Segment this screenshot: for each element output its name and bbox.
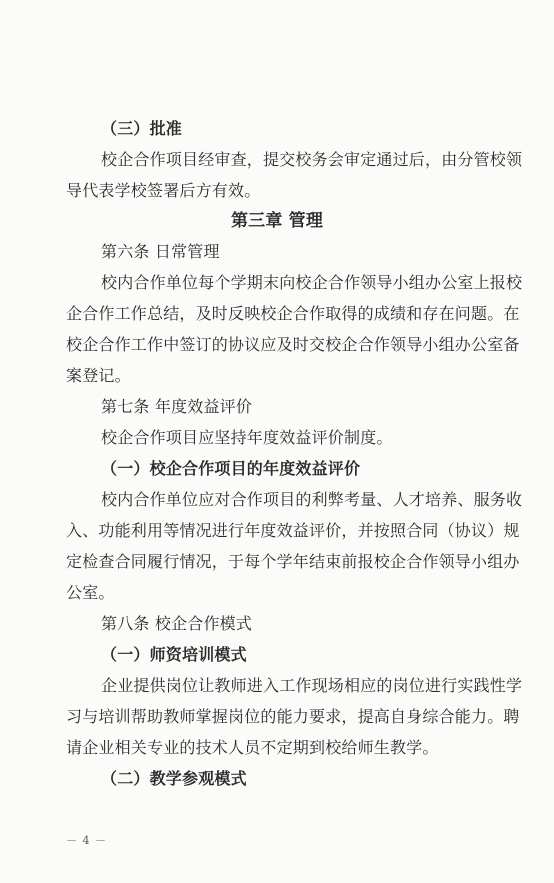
paragraph-line: 请企业相关专业的技术人员不定期到校给师生教学。 (66, 738, 439, 757)
paragraph-line: 导代表学校签署后方有效。 (66, 181, 261, 200)
paragraph-line: 校企合作工作中签订的协议应及时交校企合作领导小组办公室备 (66, 335, 520, 354)
article-title: 第六条 日常管理 (101, 242, 220, 261)
paragraph-line: 企业提供岗位让教师进入工作现场相应的岗位进行实践性学 (101, 676, 523, 695)
paragraph-line: 入、功能利用等情况进行年度效益评价，并按照合同（协议）规 (66, 521, 520, 540)
paragraph-line: 校内合作单位应对合作项目的利弊考量、人才培养、服务收 (101, 490, 523, 509)
section-heading-teaching-visit: （二）教学参观模式 (101, 769, 247, 788)
paragraph-line: 企合作工作总结，及时反映校企合作取得的成绩和存在问题。在 (66, 304, 520, 323)
section-heading-approval: （三）批准 (101, 119, 183, 138)
article-title: 第八条 校企合作模式 (101, 614, 253, 633)
paragraph-line: 校内合作单位每个学期末向校企合作领导小组办公室上报校 (101, 273, 523, 292)
paragraph-line: 校企合作项目经审查，提交校务会审定通过后，由分管校领 (101, 150, 523, 169)
article-title: 第七条 年度效益评价 (101, 397, 253, 416)
paragraph-line: 公室。 (66, 583, 115, 602)
section-heading-teacher-training: （一）师资培训模式 (101, 645, 247, 664)
paragraph-line: 校企合作项目应坚持年度效益评价制度。 (101, 428, 393, 447)
page-number: － 4 － (66, 834, 107, 847)
paragraph-line: 定检查合同履行情况，于每个学年结束前报校企合作领导小组办 (66, 552, 520, 571)
paragraph-line: 案登记。 (66, 366, 131, 385)
chapter-title: 第三章 管理 (230, 211, 324, 231)
paragraph-line: 习与培训帮助教师掌握岗位的能力要求，提高自身综合能力。聘 (66, 707, 520, 726)
section-heading-annual-eval: （一）校企合作项目的年度效益评价 (101, 459, 361, 478)
